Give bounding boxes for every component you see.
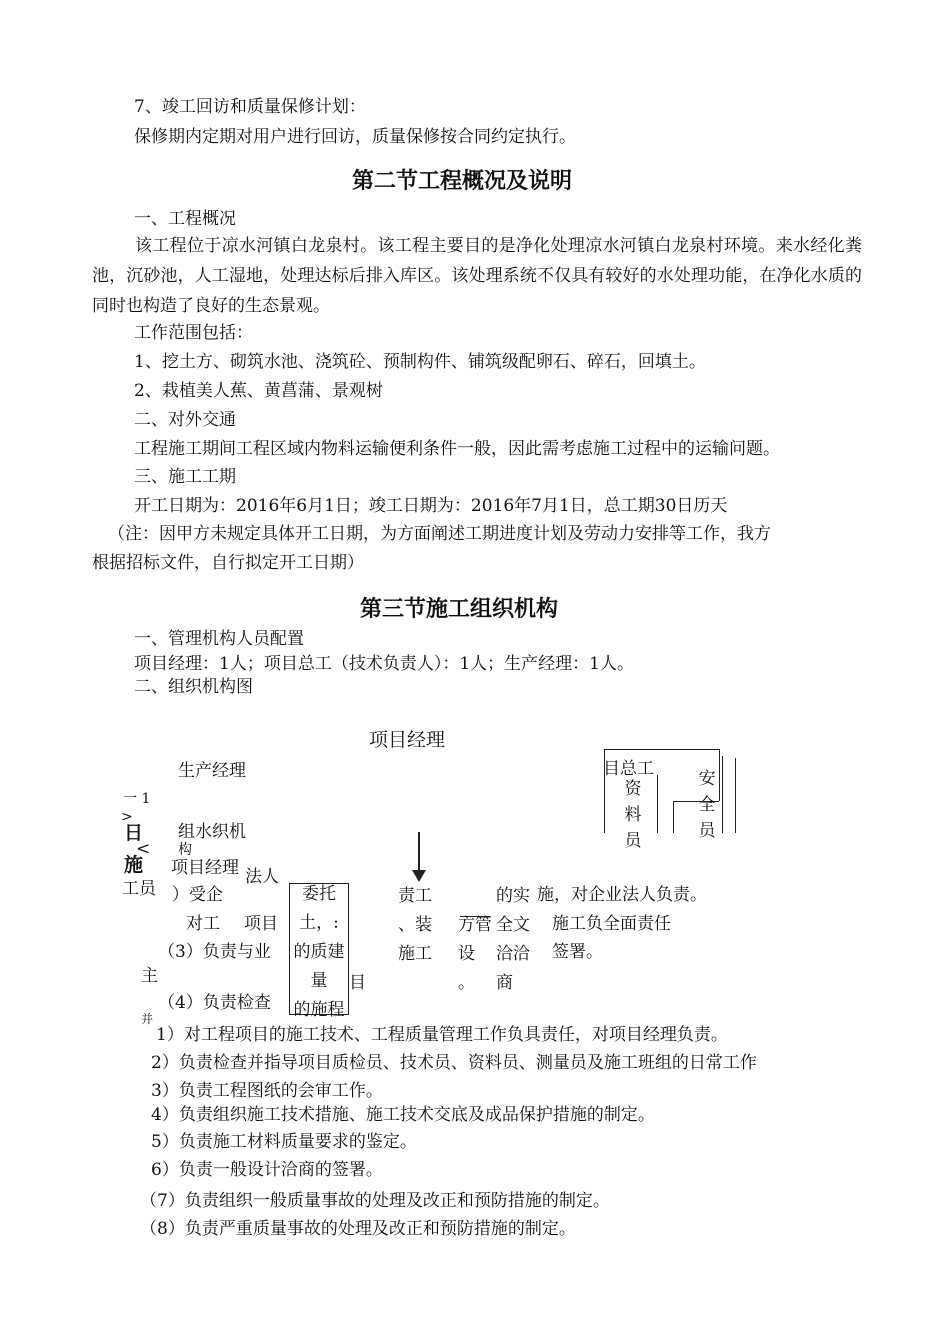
org-line <box>604 749 719 750</box>
section2-sub1: 一、工程概况 <box>134 209 236 229</box>
item7-body: 保修期内定期对用户进行回访，质量保修按合同约定执行。 <box>134 127 576 147</box>
duty-item: 4）负责组织施工技术措施、施工技术交底及成品保护措施的制定。 <box>151 1105 655 1125</box>
org-frag: 对工 <box>186 914 220 934</box>
duty-item: 2）负责检查并指导项目质检员、技术员、资料员、测量员及施工班组的日常工作 <box>151 1053 757 1073</box>
overview-paragraph: 该工程位于凉水河镇白龙泉村。该工程主要目的是净化处理凉水河镇白龙泉村环境。来水经化粪池，沉砂池，人工湿地，处理达标后排入库区。该处理系统不仅具有较好的水处理功能，在净化水质的同时也构造了良好的生态景观。 <box>92 236 862 316</box>
duty-item: （8）负责严重质量事故的处理及改正和预防措施的制定。 <box>140 1219 576 1239</box>
duty-item: （7）负责组织一般质量事故的处理及改正和预防措施的制定。 <box>140 1191 610 1211</box>
org-frag: 并 <box>141 1012 154 1026</box>
scope-title: 工作范围包括： <box>134 323 253 343</box>
org-frag: 施工负全面责任 <box>552 914 671 934</box>
org-frag: 构 <box>178 842 192 858</box>
org-arrow-line <box>418 832 420 872</box>
org-frag: 施，对企业法人负责。 <box>537 885 707 905</box>
org-frag: 主 <box>141 966 158 986</box>
org-project-manager: 项目经理 <box>369 729 446 751</box>
org-center-text: 委托 土，: 的质建 量 的施程 <box>293 884 345 1020</box>
org-col-a: 责工 、装 施工 <box>398 886 432 964</box>
org-frag: > <box>121 809 133 825</box>
org-docs-clerk: 资 料 员 <box>624 779 642 851</box>
org-line <box>657 775 658 833</box>
org-col-b: 方管 设 。 <box>458 915 492 993</box>
org-line <box>719 749 720 801</box>
staff-text: 项目经理：1人；项目总工（技术负责人）：1人；生产经理：1人。 <box>134 654 634 674</box>
org-production-manager: 生产经理 <box>178 761 246 781</box>
org-frag: < <box>136 839 151 859</box>
section3-sub2: 二、组织机构图 <box>134 677 253 697</box>
org-frag: 项目经理 <box>171 858 239 878</box>
org-frag: 目 <box>349 973 366 993</box>
section2-sub3: 三、施工工期 <box>134 467 236 487</box>
arrow-down-icon <box>412 870 426 882</box>
traffic-text: 工程施工期间工程区域内物料运输便利条件一般，因此需考虑施工过程中的运输问题。 <box>134 439 780 459</box>
org-frag: 施 <box>124 854 144 876</box>
org-frag: ）受企 <box>172 885 223 905</box>
org-frag: 工员 <box>122 879 156 899</box>
org-frag: 项目 <box>244 914 278 934</box>
duty-item: 1）对工程项目的施工技术、工程质量管理工作负具责任，对项目经理负责。 <box>156 1025 728 1045</box>
org-frag: 组水织机 <box>178 822 246 842</box>
org-safety-officer: 安 全 员 <box>698 769 716 841</box>
duty-item: 5）负责施工材料质量要求的鉴定。 <box>151 1132 417 1152</box>
org-frag: 法人 <box>245 867 279 887</box>
org-line <box>722 756 723 833</box>
org-frag: （3）负责与业 <box>158 942 271 962</box>
scope-item-2: 2、栽植美人蕉、黄菖蒲、景观树 <box>134 381 383 401</box>
dates-text: 开工日期为：2016年6月1日；竣工日期为：2016年7月1日，总工期30日历天 <box>134 496 728 516</box>
scope-item-1: 1、挖土方、砌筑水池、浇筑砼、预制构件、铺筑级配卵石、碎石，回填土。 <box>134 352 706 372</box>
org-col-c: 的实 全文 洽洽 商 <box>496 886 530 993</box>
note-line-1: （注：因甲方未规定具体开工日期，为方面阐述工期进度计划及劳动力安排等工作，我方 <box>108 524 771 544</box>
org-frag: 一 1 <box>123 791 151 807</box>
section3-sub1: 一、管理机构人员配置 <box>134 629 304 649</box>
duty-item: 3）负责工程图纸的会审工作。 <box>151 1081 383 1101</box>
item7-title: 7、竣工回访和质量保修计划： <box>134 97 366 117</box>
org-line <box>673 801 674 833</box>
org-frag: 日 <box>124 822 144 844</box>
note-line-2: 根据招标文件，自行拟定开工日期） <box>92 553 364 573</box>
org-line <box>735 758 736 833</box>
org-chief-engineer: 目总工 <box>603 759 654 779</box>
section2-heading: 第二节工程概况及说明 <box>352 169 573 194</box>
duty-item: 6）负责一般设计洽商的签署。 <box>151 1160 383 1180</box>
org-frag: 签署。 <box>552 942 603 962</box>
section2-sub2: 二、对外交通 <box>134 410 236 430</box>
section3-heading: 第三节施工组织机构 <box>360 597 559 622</box>
org-frag: （4）负责检查 <box>158 993 271 1013</box>
